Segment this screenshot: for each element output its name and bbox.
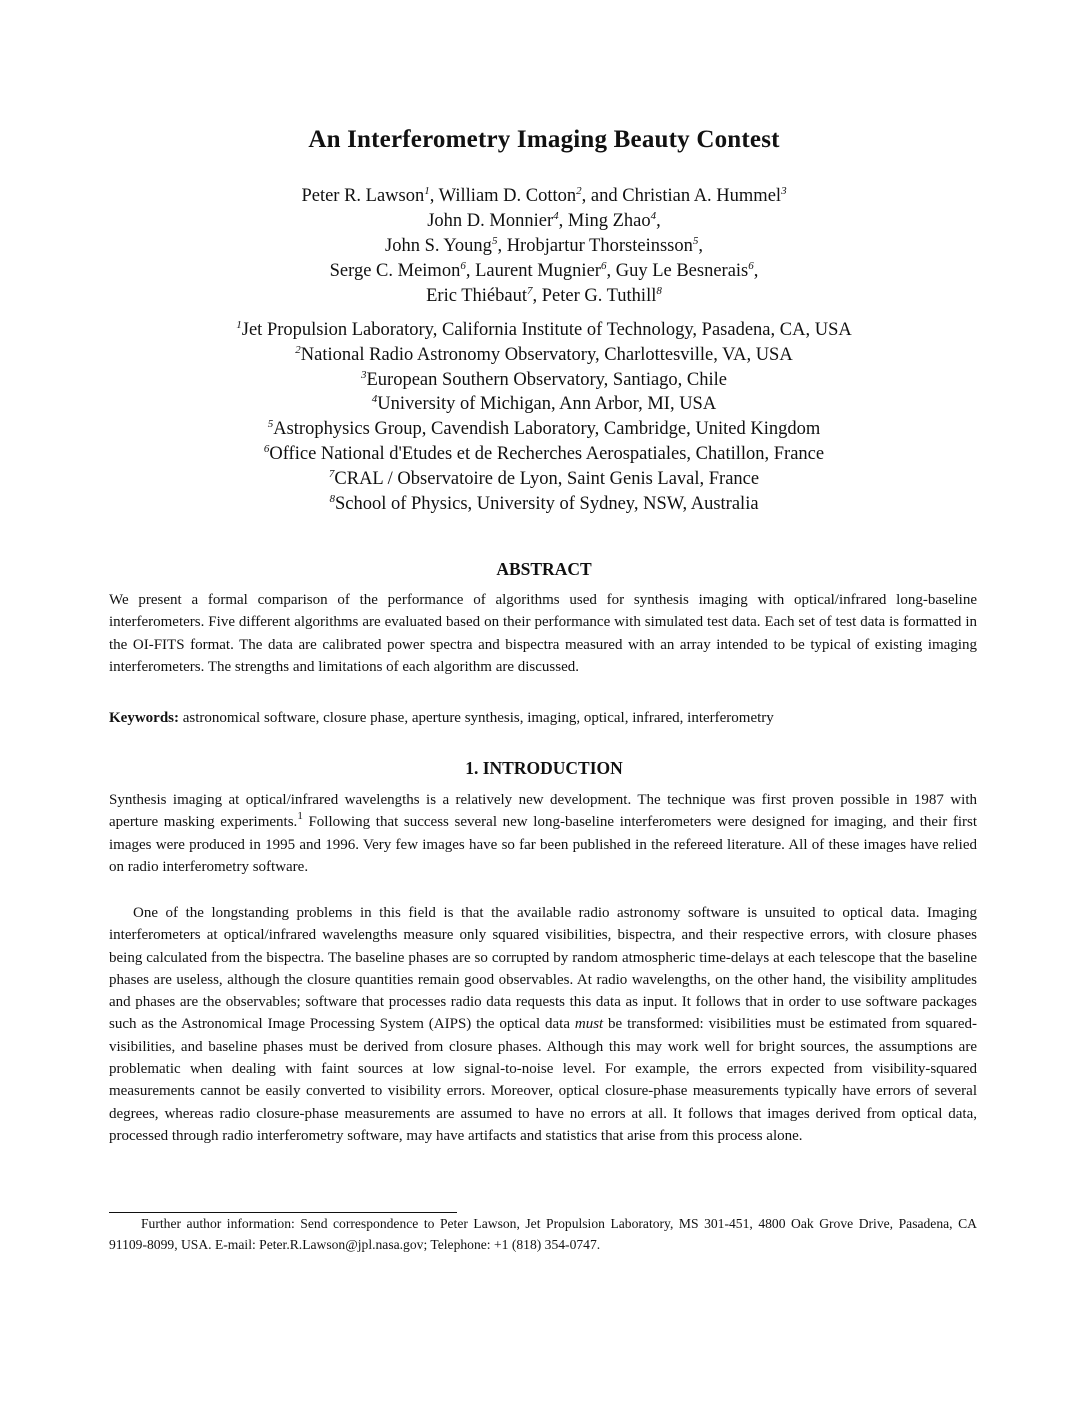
author-separator: , xyxy=(532,286,542,306)
keywords-text: astronomical software, closure phase, aperture synthesis, imaging, optical, infrared, interferometry xyxy=(182,710,774,726)
affiliation xyxy=(0,467,1088,492)
introduction-paragraph-2 xyxy=(109,902,977,1147)
author-list xyxy=(0,184,1088,309)
author-affiliation-mark: 1 xyxy=(424,185,430,197)
keywords-label: Keywords: xyxy=(109,710,179,726)
author-affiliation-mark: 6 xyxy=(748,260,754,272)
author-affiliation-mark: 2 xyxy=(576,185,582,197)
author-name: John S. Young xyxy=(385,236,492,256)
author-separator: , xyxy=(656,211,661,231)
introduction-heading: 1. INTRODUCTION xyxy=(465,758,623,778)
author-affiliation-mark: 6 xyxy=(600,260,607,272)
affiliation xyxy=(0,368,1088,393)
paragraph-text: Synthesis imaging at optical/infrared wavelengths is a relatively new development. The technique was first proven possible in 1987 with aperture masking experiments. xyxy=(109,792,977,831)
author-separator: , xyxy=(465,261,476,281)
author-line xyxy=(0,284,1088,309)
author-affiliation-mark: 6 xyxy=(460,260,466,272)
affiliation xyxy=(0,492,1088,517)
paragraph-text: be transformed: visibilities must be estimated from squared-visibilities, and baseline phases must be derived from closure phases. Although this may work well for bright sources, the assumptions are problematic when dealing with faint sources at low signal-to-noise level. For example, the errors expected from visibility-squared measurements cannot be easily converted to visibility errors. Moreover, optical closure-phase measurements typically have errors of several degrees, whereas radio closure-phase measurements are assumed to have no errors at all. It follows that images derived from optical data, processed through radio interferometry software, may have artifacts and statistics that arise from this process alone. xyxy=(109,1016,977,1144)
author-line xyxy=(0,209,1088,234)
affiliation-text: Office National d'Etudes et de Recherches Aerospatiales, Chatillon, France xyxy=(269,443,825,464)
affiliation-list xyxy=(0,318,1088,516)
affiliation-text: Astrophysics Group, Cavendish Laboratory, Cambridge, United Kingdom xyxy=(273,419,821,440)
author-separator: , xyxy=(753,261,759,281)
affiliation xyxy=(0,343,1088,368)
affiliation-number: 7 xyxy=(328,467,335,480)
introduction-paragraph-1 xyxy=(109,789,977,878)
emphasis-text: must xyxy=(574,1016,604,1033)
author-name: John D. Monnier xyxy=(427,211,554,231)
author-affiliation-mark: 4 xyxy=(553,210,559,222)
author-separator: , xyxy=(606,261,616,281)
affiliation xyxy=(0,392,1088,417)
author-affiliation-mark: 3 xyxy=(781,185,787,197)
affiliation xyxy=(0,442,1088,467)
author-affiliation-mark: 5 xyxy=(491,235,498,247)
footnote: Further author information: Send correspondence to Peter Lawson, Jet Propulsion Laboratory, MS 301-451, 4800 Oak Grove Drive, Pasadena, CA 91109-8099, USA. E-mail: Peter.R.Lawson@jpl.nasa.gov; Telephone: +1 (818) 354-0747. xyxy=(109,1216,977,1252)
author-name: Peter R. Lawson xyxy=(301,186,425,206)
author-name: Ming Zhao xyxy=(567,211,651,231)
paper-title: An Interferometry Imaging Beauty Contest xyxy=(308,126,780,153)
author-separator: , xyxy=(429,186,439,206)
author-separator: , xyxy=(558,211,568,231)
author-name: Guy Le Besnerais xyxy=(615,261,749,281)
author-affiliation-mark: 4 xyxy=(650,210,657,222)
author-name: William D. Cotton xyxy=(438,186,577,206)
author-name: Laurent Mugnier xyxy=(475,261,601,281)
affiliation-number: 6 xyxy=(263,442,270,455)
affiliation-number: 8 xyxy=(329,492,335,505)
affiliation-number: 4 xyxy=(371,393,378,406)
author-line xyxy=(0,184,1088,209)
citation-marker: 1 xyxy=(297,810,303,823)
affiliation-text: European Southern Observatory, Santiago, Chile xyxy=(366,369,727,390)
author-name: Hrobjartur Thorsteinsson xyxy=(506,236,693,256)
author-affiliation-mark: 8 xyxy=(656,285,662,297)
author-separator: , xyxy=(497,236,507,256)
author-affiliation-mark: 5 xyxy=(692,235,699,247)
author-name: Christian A. Hummel xyxy=(622,186,782,206)
affiliation xyxy=(0,417,1088,442)
author-name: Peter G. Tuthill xyxy=(541,286,657,306)
paragraph-text: Following that success several new long-baseline interferometers were designed for imaging, and their first images were produced in 1995 and 1996. Very few images have so far been published in the refereed literature. All of these images have relied on radio interferometry software. xyxy=(109,814,977,875)
author-line xyxy=(0,259,1088,284)
author-name: Serge C. Meimon xyxy=(329,261,461,281)
affiliation xyxy=(0,318,1088,343)
author-separator: , and xyxy=(581,186,623,206)
author-name: Eric Thiébaut xyxy=(426,286,527,306)
affiliation-text: CRAL / Observatoire de Lyon, Saint Genis Laval, France xyxy=(334,468,760,489)
affiliation-number: 5 xyxy=(267,418,274,431)
keywords xyxy=(109,707,977,729)
abstract-text: We present a formal comparison of the performance of algorithms used for synthesis imaging with optical/infrared long-baseline interferometers. Five different algorithms are evaluated based on their performance with simulated test data. Each set of test data is formatted in the OI-FITS format. The data are calibrated power spectra and bispectra measured with an array intended to be typical of existing imaging interferometers. The strengths and limitations of each algorithm are discussed. xyxy=(109,592,977,675)
affiliation-text: School of Physics, University of Sydney, NSW, Australia xyxy=(334,493,759,514)
author-separator: , xyxy=(698,236,703,256)
author-affiliation-mark: 7 xyxy=(526,285,533,297)
paragraph-text: One of the longstanding problems in this field is that the available radio astronomy software is unsuited to optical data. Imaging interferometers at optical/infrared wavelengths measure only squared visibilities, bispectra, and their respective errors, with closure phases being calculated from the bispectra. The baseline phases are so corrupted by random atmospheric time-delays at each telescope that the baseline phases are useless, although the closure quantities remain good observables. At radio wavelengths, on the other hand, the visibility amplitudes and phases are the observables; software that processes radio data requests this data as input. It follows that in order to use software packages such as the Astronomical Image Processing System (AIPS) the optical data xyxy=(109,905,977,1033)
author-line xyxy=(0,234,1088,259)
affiliation-number: 1 xyxy=(236,319,242,331)
abstract-heading: ABSTRACT xyxy=(496,559,592,579)
affiliation-text: University of Michigan, Ann Arbor, MI, USA xyxy=(377,394,717,415)
affiliation-text: Jet Propulsion Laboratory, California Institute of Technology, Pasadena, CA, USA xyxy=(241,320,852,340)
footnote-rule xyxy=(109,1212,457,1213)
affiliation-number: 3 xyxy=(361,368,367,381)
affiliation-number: 2 xyxy=(295,343,301,356)
affiliation-text: National Radio Astronomy Observatory, Charlottesville, VA, USA xyxy=(300,344,793,365)
